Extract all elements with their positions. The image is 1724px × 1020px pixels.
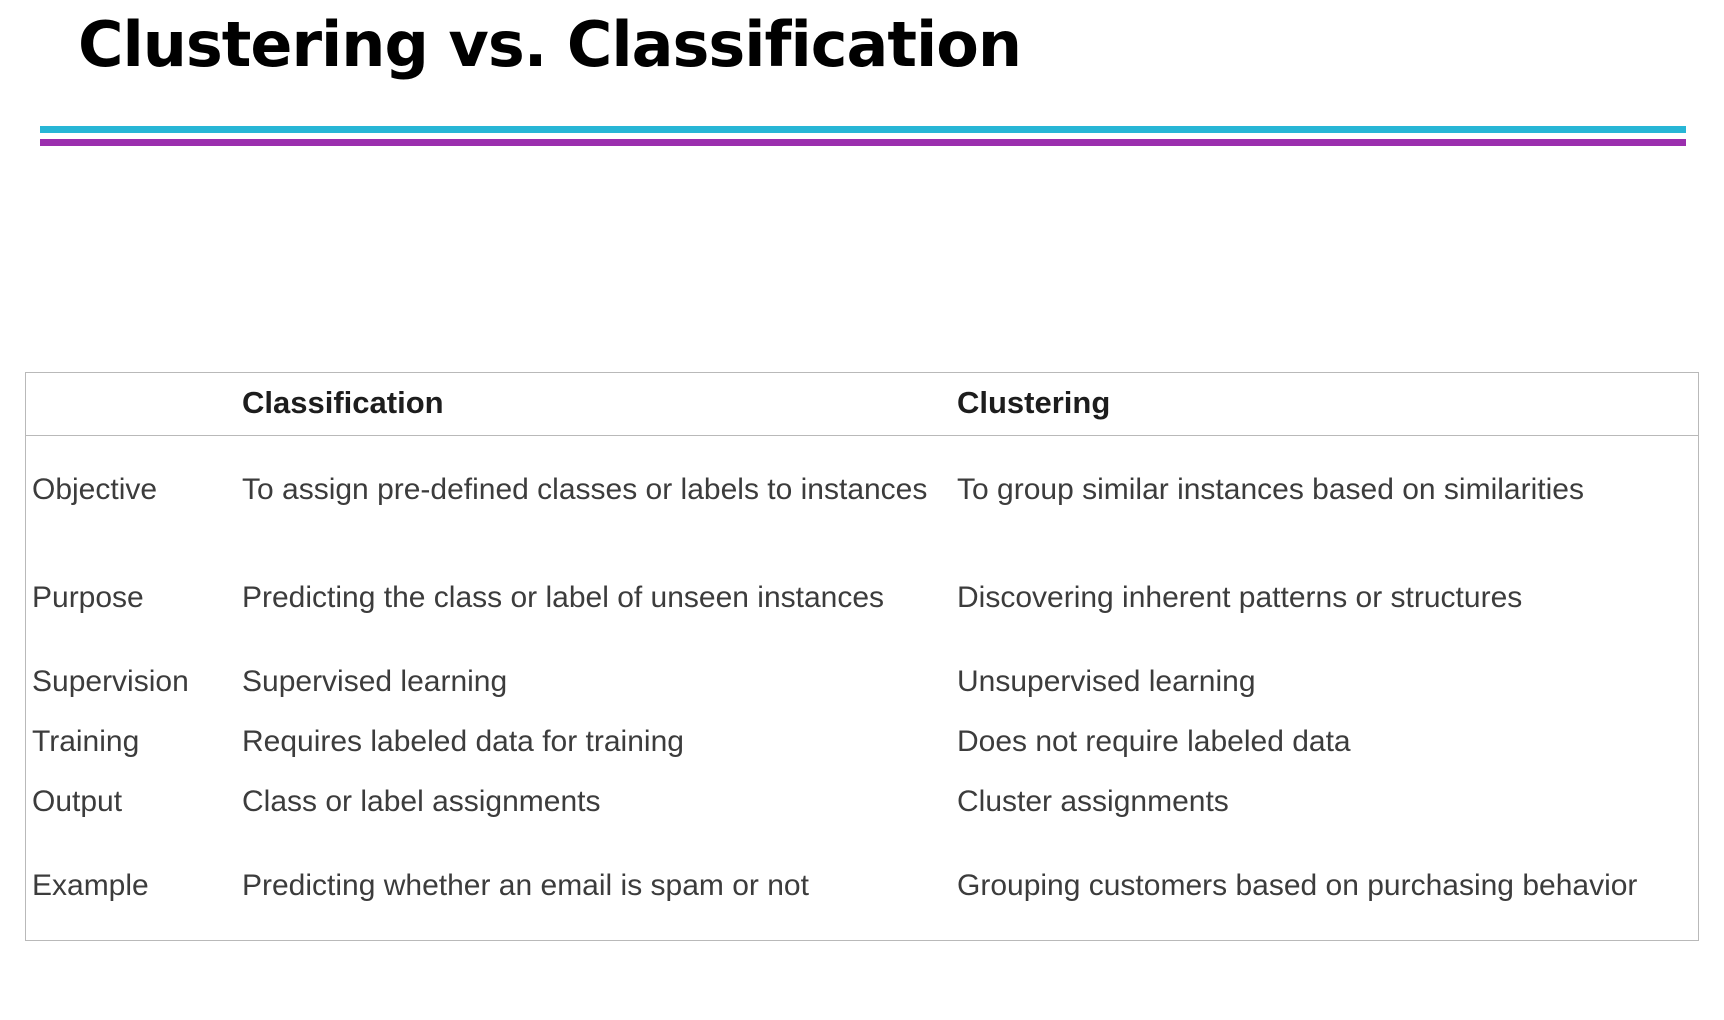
cell-classification: Class or label assignments: [242, 785, 601, 819]
column-header-attribute: [26, 373, 238, 436]
table-row: [26, 544, 1698, 652]
comparison-table-container: [25, 372, 1699, 941]
row-label: Training: [32, 725, 140, 759]
table-header-row: [26, 373, 1698, 436]
cell-clustering: Cluster assignments: [957, 785, 1229, 819]
cell-clustering: Discovering inherent patterns or structures: [957, 581, 1523, 615]
divider-purple-line: [40, 139, 1686, 146]
divider-cyan-line: [40, 126, 1686, 133]
cell-clustering: Does not require labeled data: [957, 725, 1351, 759]
cell-classification: Predicting the class or label of unseen instances: [242, 581, 885, 615]
table-row: [26, 772, 1698, 832]
column-header-classification: Classification: [238, 373, 953, 436]
cell-classification: Requires labeled data for training: [242, 725, 684, 759]
column-header-clustering: Clustering: [953, 373, 1698, 436]
row-label: Purpose: [32, 581, 144, 615]
cell-classification: To assign pre-defined classes or labels to instances: [242, 473, 928, 507]
cell-clustering: Unsupervised learning: [957, 665, 1256, 699]
page-title: Clustering vs. Classification: [78, 8, 1021, 81]
cell-classification: Predicting whether an email is spam or not: [242, 869, 809, 903]
row-label: Supervision: [32, 665, 189, 699]
row-label: Output: [32, 785, 123, 819]
title-divider: [40, 126, 1686, 146]
table-row: [26, 832, 1698, 940]
row-label: Objective: [32, 473, 158, 507]
cell-classification: Supervised learning: [242, 665, 508, 699]
table-body: [26, 436, 1698, 941]
table-row: [26, 712, 1698, 772]
cell-clustering: To group similar instances based on similarities: [957, 473, 1584, 507]
cell-clustering: Grouping customers based on purchasing behavior: [957, 869, 1638, 903]
table-row: [26, 436, 1698, 545]
table-row: [26, 652, 1698, 712]
comparison-table: [26, 373, 1698, 940]
table-header: [26, 373, 1698, 436]
row-label: Example: [32, 869, 149, 903]
